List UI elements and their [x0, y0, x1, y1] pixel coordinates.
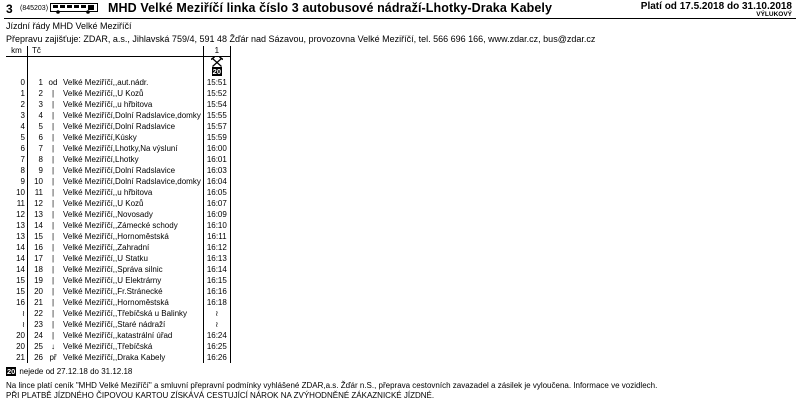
- tc-cell: 15: [34, 231, 43, 241]
- line-code: (845203): [20, 5, 49, 12]
- flag-cell: |: [51, 165, 55, 175]
- km-header: km: [6, 46, 28, 57]
- departure-time: 16:04: [203, 176, 230, 187]
- tc-cell: 11: [34, 187, 43, 197]
- departure-time: 15:55: [203, 110, 230, 121]
- tc-cell: 22: [34, 308, 43, 318]
- trip-marker-row: [6, 57, 230, 78]
- departure-time: 16:01: [203, 154, 230, 165]
- tc-cell: 9: [38, 165, 43, 175]
- table-row: [6, 242, 230, 253]
- departure-time: 16:10: [203, 220, 230, 231]
- km-cell: 15: [6, 286, 28, 297]
- validity-note: VÝLUKOVÝ: [756, 11, 792, 18]
- flag-cell: |: [51, 297, 55, 307]
- footer-notice: PŘI PLATBĚ JÍZDNÉHO ČIPOVOU KARTOU ZÍSKÁVÁ CESTUJÍCÍ NÁROK NA ZVÝHODNĚNÉ ZÁKAZNICKÉ JÍZDNÉ.: [6, 391, 435, 400]
- trip-header: 1: [203, 46, 230, 57]
- km-cell: 5: [6, 132, 28, 143]
- stop-name: Velké Meziříčí,,Zámecké schody: [61, 220, 203, 231]
- stop-name: Velké Meziříčí,,Zahradní: [61, 242, 203, 253]
- flag-cell: |: [51, 275, 55, 285]
- table-row: [6, 88, 230, 99]
- stop-name: Velké Meziříčí,,Fr.Stránecké: [61, 286, 203, 297]
- flag-cell: |: [51, 99, 55, 109]
- hammer-pick-icon: [211, 57, 223, 67]
- km-cell: 1: [6, 88, 28, 99]
- flag-cell: |: [51, 286, 55, 296]
- km-cell: 0: [6, 77, 28, 88]
- stop-name: Velké Meziříčí,Dolní Radslavice,domky: [61, 176, 203, 187]
- tc-cell: 16: [34, 242, 43, 252]
- flag-cell: |: [51, 88, 55, 98]
- flag-cell: př: [49, 352, 57, 362]
- stop-name: Velké Meziříčí,Lhotky,Na výsluní: [61, 143, 203, 154]
- flag-cell: |: [51, 209, 55, 219]
- table-header-row: [6, 46, 230, 57]
- tc-cell: 3: [38, 99, 43, 109]
- stop-name: Velké Meziříčí,,U Elektrárny: [61, 275, 203, 286]
- departure-time: 16:18: [203, 297, 230, 308]
- stop-name: Velké Meziříčí,,U Kozů: [61, 198, 203, 209]
- stop-name: Velké Meziříčí,,Třebíčská: [61, 341, 203, 352]
- table-row: [6, 165, 230, 176]
- tc-cell: 24: [34, 330, 43, 340]
- issuer-text: Jízdní řády MHD Velké Meziříčí: [6, 21, 132, 31]
- tc-cell: 7: [38, 143, 43, 153]
- service-note: [6, 367, 132, 376]
- tc-cell: 10: [34, 176, 43, 186]
- table-row: [6, 99, 230, 110]
- table-row: [6, 308, 230, 319]
- stop-name: Velké Meziříčí,,Třebíčská u Balinky: [61, 308, 203, 319]
- flag-cell: |: [51, 253, 55, 263]
- stop-name: Velké Meziříčí,Dolní Radslavice: [61, 165, 203, 176]
- departure-time: ≀: [203, 308, 230, 319]
- flag-cell: |: [51, 187, 55, 197]
- stop-name: Velké Meziříčí,,katastrální úřad: [61, 330, 203, 341]
- departure-time: 16:14: [203, 264, 230, 275]
- stop-name: Velké Meziříčí,,Draka Kabely: [61, 352, 203, 363]
- stop-name: Velké Meziříčí,Lhotky: [61, 154, 203, 165]
- departure-time: 16:09: [203, 209, 230, 220]
- km-cell: 14: [6, 253, 28, 264]
- header-divider: [4, 18, 796, 19]
- bus-icon: [50, 3, 98, 14]
- km-cell: 9: [6, 176, 28, 187]
- km-cell: 21: [6, 352, 28, 363]
- page-title: MHD Velké Meziříčí linka číslo 3 autobusové nádraží-Lhotky-Draka Kabely: [108, 1, 553, 15]
- departure-time: 15:54: [203, 99, 230, 110]
- operator-text: Přepravu zajišťuje: ZDAR, a.s., Jihlavská 759/4, 591 48 Žďár nad Sázavou, provozovna Velké Meziříčí, tel. 566 696 166, www.zdar.cz, bus@zdar.cz: [6, 34, 596, 44]
- km-cell: 2: [6, 99, 28, 110]
- km-cell: 8: [6, 165, 28, 176]
- km-cell: 3: [6, 110, 28, 121]
- km-cell: 6: [6, 143, 28, 154]
- table-row: [6, 154, 230, 165]
- tc-cell: 4: [38, 110, 43, 120]
- departure-time: 15:57: [203, 121, 230, 132]
- validity-period: Platí od 17.5.2018 do 31.10.2018: [640, 1, 792, 12]
- departure-time: 16:26: [203, 352, 230, 363]
- flag-cell: |: [51, 264, 55, 274]
- stop-name: Velké Meziříčí,,Staré nádraží: [61, 319, 203, 330]
- table-row: [6, 198, 230, 209]
- flag-cell: |: [51, 121, 55, 131]
- table-row: [6, 297, 230, 308]
- tc-cell: 14: [34, 220, 43, 230]
- tc-cell: 26: [34, 352, 43, 362]
- departure-time: 16:07: [203, 198, 230, 209]
- km-cell: 16: [6, 297, 28, 308]
- flag-cell: |: [51, 176, 55, 186]
- km-cell: 14: [6, 264, 28, 275]
- tc-cell: 13: [34, 209, 43, 219]
- timetable-header: [4, 0, 796, 18]
- tc-cell: 1: [38, 77, 43, 87]
- km-cell: 11: [6, 198, 28, 209]
- departure-time: 16:03: [203, 165, 230, 176]
- stop-name: Velké Meziříčí,,Správa silnic: [61, 264, 203, 275]
- flag-cell: |: [51, 319, 55, 329]
- note-text: nejede od 27.12.18 do 31.12.18: [19, 367, 133, 376]
- trip-badge: 20: [212, 67, 221, 76]
- table-row: [6, 132, 230, 143]
- flag-cell: |: [51, 198, 55, 208]
- departure-time: 16:12: [203, 242, 230, 253]
- table-row: [6, 264, 230, 275]
- flag-cell: ↓: [51, 341, 55, 351]
- tc-cell: 2: [38, 88, 43, 98]
- departure-time: 16:05: [203, 187, 230, 198]
- table-row: [6, 143, 230, 154]
- departure-time: 16:25: [203, 341, 230, 352]
- stop-name: Velké Meziříčí,Dolní Radslavice,domky: [61, 110, 203, 121]
- departure-time: 16:15: [203, 275, 230, 286]
- table-row: [6, 352, 230, 363]
- tc-cell: 20: [34, 286, 43, 296]
- timetable-table: [6, 46, 231, 363]
- stop-name: Velké Meziříčí,,U Kozů: [61, 88, 203, 99]
- note-badge: 20: [7, 367, 16, 376]
- km-cell: 14: [6, 242, 28, 253]
- table-row: [6, 319, 230, 330]
- flag-cell: |: [51, 154, 55, 164]
- table-row: [6, 253, 230, 264]
- departure-time: 16:00: [203, 143, 230, 154]
- table-row: [6, 176, 230, 187]
- table-row: [6, 110, 230, 121]
- table-row: [6, 231, 230, 242]
- km-cell: 13: [6, 220, 28, 231]
- km-cell: 20: [6, 341, 28, 352]
- line-number: 3: [6, 2, 13, 16]
- km-cell: 4: [6, 121, 28, 132]
- flag-cell: |: [51, 110, 55, 120]
- km-cell: ≀: [6, 319, 28, 330]
- departure-time: 16:16: [203, 286, 230, 297]
- table-row: [6, 121, 230, 132]
- stop-name: Velké Meziříčí,Kúsky: [61, 132, 203, 143]
- tc-cell: 19: [34, 275, 43, 285]
- departure-time: 16:13: [203, 253, 230, 264]
- km-cell: 15: [6, 275, 28, 286]
- table-row: [6, 341, 230, 352]
- km-cell: 12: [6, 209, 28, 220]
- stop-name: Velké Meziříčí,Dolní Radslavice: [61, 121, 203, 132]
- stop-name: Velké Meziříčí,,Hornoměstská: [61, 231, 203, 242]
- table-row: [6, 330, 230, 341]
- flag-cell: |: [51, 231, 55, 241]
- stop-name: Velké Meziříčí,,u hřbitova: [61, 187, 203, 198]
- table-row: [6, 77, 230, 88]
- departure-time: 15:51: [203, 77, 230, 88]
- km-cell: 7: [6, 154, 28, 165]
- tc-cell: 23: [34, 319, 43, 329]
- km-cell: 13: [6, 231, 28, 242]
- departure-time: 15:52: [203, 88, 230, 99]
- km-cell: ≀: [6, 308, 28, 319]
- stop-name: Velké Meziříčí,,Hornoměstská: [61, 297, 203, 308]
- flag-cell: |: [51, 308, 55, 318]
- tc-cell: 8: [38, 154, 43, 164]
- tc-cell: 6: [38, 132, 43, 142]
- flag-cell: |: [51, 132, 55, 142]
- departure-time: 16:11: [203, 231, 230, 242]
- table-row: [6, 209, 230, 220]
- tc-cell: 21: [34, 297, 43, 307]
- stop-name: Velké Meziříčí,,u hřbitova: [61, 99, 203, 110]
- departure-time: 16:24: [203, 330, 230, 341]
- footer-note: Na lince platí ceník "MHD Velké Meziříčí" a smluvní přepravní podmínky vyhlášené ZDAR,a.s. Žďár n.S., přeprava cestovních zavazadel a zásilek je vyloučena. Informace ve vozidlech.: [6, 381, 658, 390]
- flag-cell: |: [51, 330, 55, 340]
- tc-cell: 18: [34, 264, 43, 274]
- km-cell: 20: [6, 330, 28, 341]
- flag-cell: od: [48, 77, 58, 87]
- tc-header: Tč: [28, 46, 46, 57]
- table-row: [6, 220, 230, 231]
- departure-time: ≀: [203, 319, 230, 330]
- tc-cell: 12: [34, 198, 43, 208]
- km-cell: 10: [6, 187, 28, 198]
- flag-cell: |: [51, 143, 55, 153]
- tc-cell: 25: [34, 341, 43, 351]
- tc-cell: 5: [38, 121, 43, 131]
- departure-time: 15:59: [203, 132, 230, 143]
- table-row: [6, 286, 230, 297]
- table-row: [6, 187, 230, 198]
- flag-cell: |: [51, 220, 55, 230]
- table-row: [6, 275, 230, 286]
- tc-cell: 17: [34, 253, 43, 263]
- stop-name: Velké Meziříčí,,Novosady: [61, 209, 203, 220]
- stop-name: Velké Meziříčí,,U Statku: [61, 253, 203, 264]
- flag-cell: |: [51, 242, 55, 252]
- stop-name: Velké Meziříčí,,aut.nádr.: [61, 77, 203, 88]
